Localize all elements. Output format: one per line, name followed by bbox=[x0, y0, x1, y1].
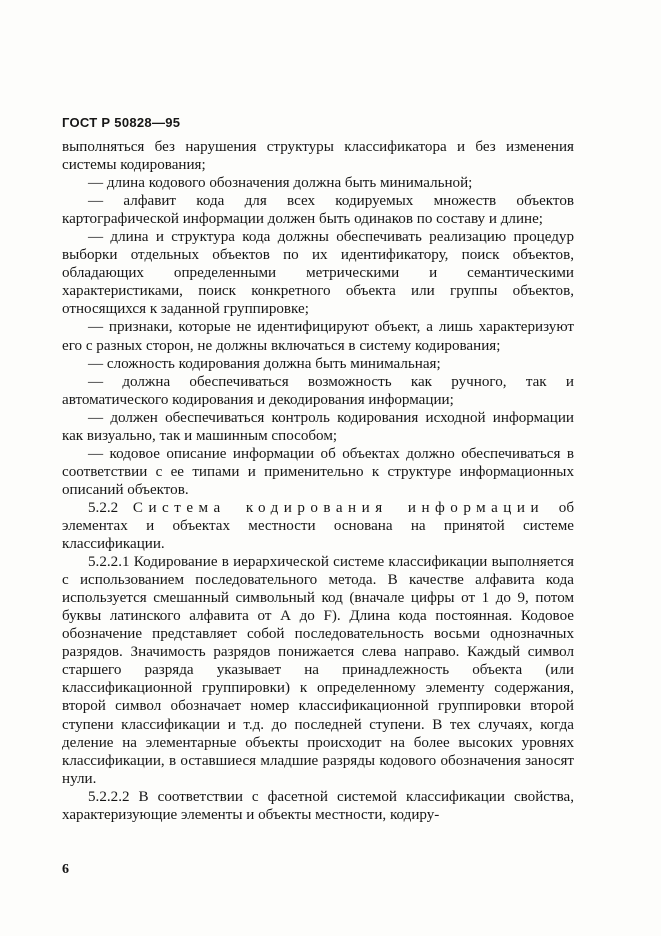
list-item: — должна обеспечиваться возможность как ручного, так и автоматического кодирования и декодирования информации; bbox=[62, 373, 574, 408]
list-item: — сложность кодирования должна быть минимальная; bbox=[88, 355, 441, 372]
paragraph-5-2-2-1: 5.2.2.1 Кодирование в иерархической системе классификации выполняется с использованием последовательного метода. В качестве алфавита кода используется смешанный символьный код (вначале цифры от 1 до 9, потом буквы латинского алфавита от А до F). Длина кода постоянная. Кодовое обозначение представляет собой последовательность восьми однозначных разрядов. Значимость разрядов понижается слева направо. Каждый символ старшего разряда указывает на принадлежность объекта (или классификационной группировки) к определенному элементу содержания, второй символ обозначает номер классификационной группировки второй ступени классификации и т.д. до последней ступени. В тех случаях, когда деление на элементарные объекты происходит на более высоких уровнях классификации, в оставшиеся младшие разряды кодового обозначения заносят нули. bbox=[62, 554, 574, 787]
page-number: 6 bbox=[62, 862, 69, 877]
list-item: — признаки, которые не идентифицируют объект, а лишь характеризуют его с разных сторон, не должны включаться в систему кодирования; bbox=[62, 319, 574, 354]
section-spaced-title: Система кодирования информации bbox=[132, 499, 545, 516]
section-text: об элементах и объектах местности основана на принятой системе классификации. bbox=[62, 499, 574, 553]
paragraph-5-2-2-2: 5.2.2.2 В соответствии с фасетной системой классификации свойства, характеризующие элементы и объекты местности, кодиру- bbox=[62, 788, 574, 823]
list-item: — длина и структура кода должны обеспечивать реализацию процедур выборки отдельных объектов по их идентификатору, поиск объектов, обладающих определенными метрическими и семантическими характеристиками, поиск конкретного объекта или группы объектов, относящихся к заданной группировке; bbox=[62, 229, 574, 318]
section-number: 5.2.2 bbox=[88, 499, 119, 516]
list-item: — алфавит кода для всех кодируемых множеств объектов картографической информации должен быть одинаков по составу и длине; bbox=[62, 193, 574, 228]
document-header: ГОСТ Р 50828—95 bbox=[62, 115, 181, 130]
paragraph-continuation: выполняться без нарушения структуры классификатора и без изменения системы кодирования; bbox=[62, 139, 574, 174]
document-body bbox=[62, 138, 574, 824]
list-item: — длина кодового обозначения должна быть минимальной; bbox=[88, 175, 473, 192]
list-item: — должен обеспечиваться контроль кодирования исходной информации как визуально, так и машинным способом; bbox=[62, 409, 574, 444]
list-item: — кодовое описание информации об объектах должно обеспечиваться в соответствии с ее типами и применительно к структуре информационных описаний объектов. bbox=[62, 445, 574, 498]
section-5-2-2 bbox=[62, 499, 574, 553]
